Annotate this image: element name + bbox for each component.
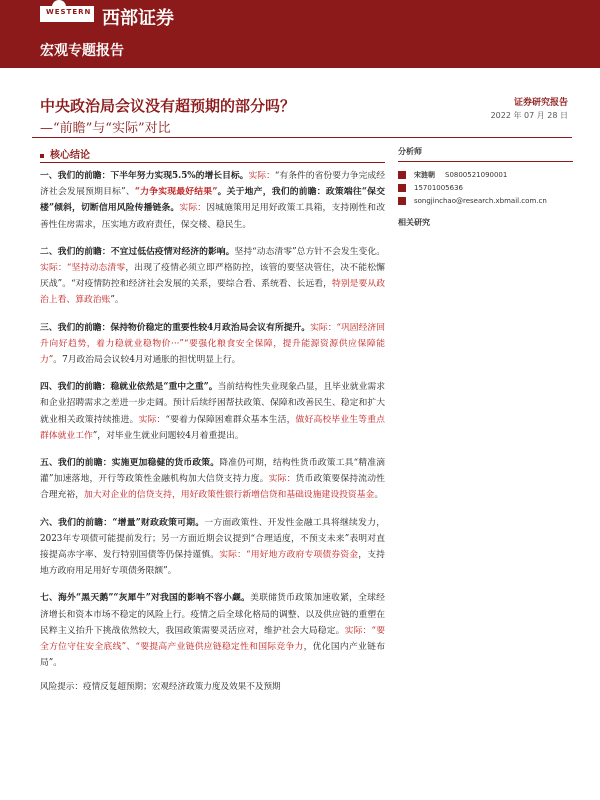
- body-text: 一方面政策性、开发性金融工具将继续发力，2023年专项债可能提前发行；另一方面近期会议提到“合理适度，不预支未来”表明对直接提高赤字率、发行特别国债等仍保持谨慎。: [40, 517, 385, 561]
- body-text: 美联储货币政策加速收紧，全球经济增长和资本市场不稳定的风险上行。疫情之后全球化格局的调整、以及供应链的重塑在民粹主义抬升下挑战依然较大，我国政策需要灵活应对，维护社会大局稳定。: [40, 593, 385, 636]
- emphasis-text: “要强化粮食安全保障，提升能源资源供应保障能力”: [40, 338, 386, 366]
- body-text: ，支持地方政府用足用好专项债务限额”。: [40, 550, 385, 577]
- emphasis-text: “要全方位守住安全底线”、“要提高产业链供应链稳定性和国际竞争力: [40, 625, 385, 653]
- emphasis-text: 七、海外“黑天鹅”“灰犀牛”对我国的影响不容小觑。: [40, 593, 251, 604]
- conclusion-paragraph: [40, 168, 385, 233]
- emphasis-text: 。关于地产，: [217, 187, 272, 198]
- analyst-name: 宋涟朝: [414, 170, 435, 179]
- emphasis-text: “用好地方政府专项债券资金: [246, 550, 359, 561]
- emphasis-text: 五、我们的前瞻：实施更加稳健的货币政策。: [40, 458, 220, 469]
- email-icon: [398, 197, 406, 205]
- emphasis-text: 四、我们的前瞻：稳就业依然是“重中之重”。: [40, 382, 218, 393]
- emphasis-text: 实际：: [268, 474, 296, 485]
- related-title: 相关研究: [398, 217, 430, 227]
- conclusion-paragraph: [40, 455, 385, 504]
- emphasis-text: 加大对企业的信贷支持，用好政策性银行新增信贷和基础设施建设投资基金: [84, 490, 375, 501]
- emphasis-text: 实际：: [219, 550, 247, 561]
- emphasis-text: 实际：: [138, 414, 166, 425]
- body-text: 坚持“动态清零”总方针不会发生变化。: [234, 246, 385, 257]
- conclusion-paragraph: [40, 379, 385, 444]
- report-header: [0, 0, 600, 68]
- analyst-phone: 15701005636: [414, 183, 463, 192]
- risk-warning: 风险提示：疫情反复超预期；宏观经济政策力度及效果不及预期: [40, 682, 281, 693]
- core-conclusions: [40, 168, 385, 694]
- emphasis-text: 实际：: [310, 322, 337, 333]
- body-text: 。7月政治局会议较4月对通胀的担忧明显上行。: [53, 355, 241, 366]
- emphasis-text: 实际：: [344, 625, 372, 636]
- page-title: 中央政治局会议没有超预期的部分吗？: [40, 97, 296, 115]
- phone-icon: [398, 184, 406, 192]
- emphasis-text: “巩固经济回升向好趋势，着力稳就业稳物价···”: [40, 322, 385, 349]
- logo-text: WESTERN: [46, 8, 92, 16]
- analyst-row: [398, 168, 573, 181]
- sidebar: [398, 146, 573, 228]
- emphasis-text: 二、我们的前瞻：不宜过低估疫情对经济的影响。: [40, 246, 235, 257]
- report-date: 2022 年 07 月 28 日: [490, 111, 568, 120]
- body-text: 降准仍可期，结构性货币政策工具“精准滴灌”加速落地，开行等政策性金融机构加大信贷支持力度。: [40, 458, 385, 485]
- sidebar-divider: [398, 161, 573, 162]
- emphasis-text: 特别是要从政治上看、算政治账: [40, 279, 385, 306]
- body-text: 因城施策用足用好政策工具箱，支持刚性和改善性住房需求，压实地方政府责任，保交楼、稳民生。: [40, 203, 385, 230]
- body-text: 当前结构性失业现象凸显，且毕业就业需求和企业招聘需求之差进一步走阔。预计后续纾困帮扶政策、保障和改善民生、稳定和扩大就业相关政策持续推进。: [40, 382, 385, 425]
- body-text: ，出现了疫情必须立即严格防控，该管的要坚决管住，决不能松懈厌战”。“对疫情防控和经济社会发展的关系，要综合看、系统看、长远看，: [40, 263, 385, 290]
- analyst-title: 分析师: [398, 146, 422, 156]
- emphasis-text: “坚持动态清零: [66, 263, 126, 274]
- emphasis-text: “力争实现最好结果”: [134, 187, 218, 198]
- bullet-icon: [40, 154, 44, 158]
- phone-row: [398, 181, 573, 194]
- user-icon: [398, 171, 406, 179]
- brand-name: 西部证券: [102, 8, 174, 29]
- conclusion-paragraph: [40, 515, 385, 580]
- page-subtitle: —“前瞻”与“实际”对比: [40, 121, 171, 136]
- analyst-email[interactable]: songjinchao@research.xbmail.com.cn: [414, 196, 547, 205]
- section-heading-text: 核心结论: [50, 150, 90, 161]
- email-row: [398, 194, 573, 207]
- body-text: ”。: [110, 295, 124, 306]
- section-divider: [40, 162, 385, 163]
- emphasis-text: 实际：: [179, 203, 207, 214]
- emphasis-text: 实际：: [248, 171, 275, 181]
- emphasis-text: 三、我们的前瞻：保持物价稳定的重要性较4月政治局会议有所提升。: [40, 322, 311, 333]
- body-text: ，优化国内产业链布局”。: [40, 642, 385, 669]
- body-text: 。: [374, 490, 384, 501]
- conclusion-paragraph: [40, 590, 385, 671]
- body-text: 货币政策要保持流动性合理充裕，: [40, 474, 385, 501]
- emphasis-text: 我们的前瞻：政策端往“保交楼”倾斜，切断信用风险传播链条。: [40, 187, 385, 214]
- conclusion-paragraph: [40, 244, 385, 309]
- emphasis-text: 实际：: [40, 263, 67, 274]
- body-text: “要着力保障困难群众基本生活，: [165, 414, 296, 425]
- conclusion-paragraph: [40, 320, 385, 369]
- body-text: “有条件的省份要力争完成经济社会发展预期目标”、: [40, 171, 385, 198]
- emphasis-text: 一、我们的前瞻：下半年努力实现5.5%的增长目标。: [40, 171, 249, 181]
- body-text: ”，对毕业生就业问题较4月着重提出。: [92, 430, 244, 441]
- report-tag: 证券研究报告: [513, 98, 568, 108]
- title-divider: [32, 137, 572, 138]
- section-heading: [40, 146, 90, 161]
- analyst-license: S0800521090001: [445, 170, 508, 179]
- report-type: 宏观专题报告: [40, 43, 124, 59]
- emphasis-text: 做好高校毕业生等重点群体就业工作: [40, 414, 385, 441]
- emphasis-text: 六、我们的前瞻：“增量”财政政策可期。: [40, 517, 205, 528]
